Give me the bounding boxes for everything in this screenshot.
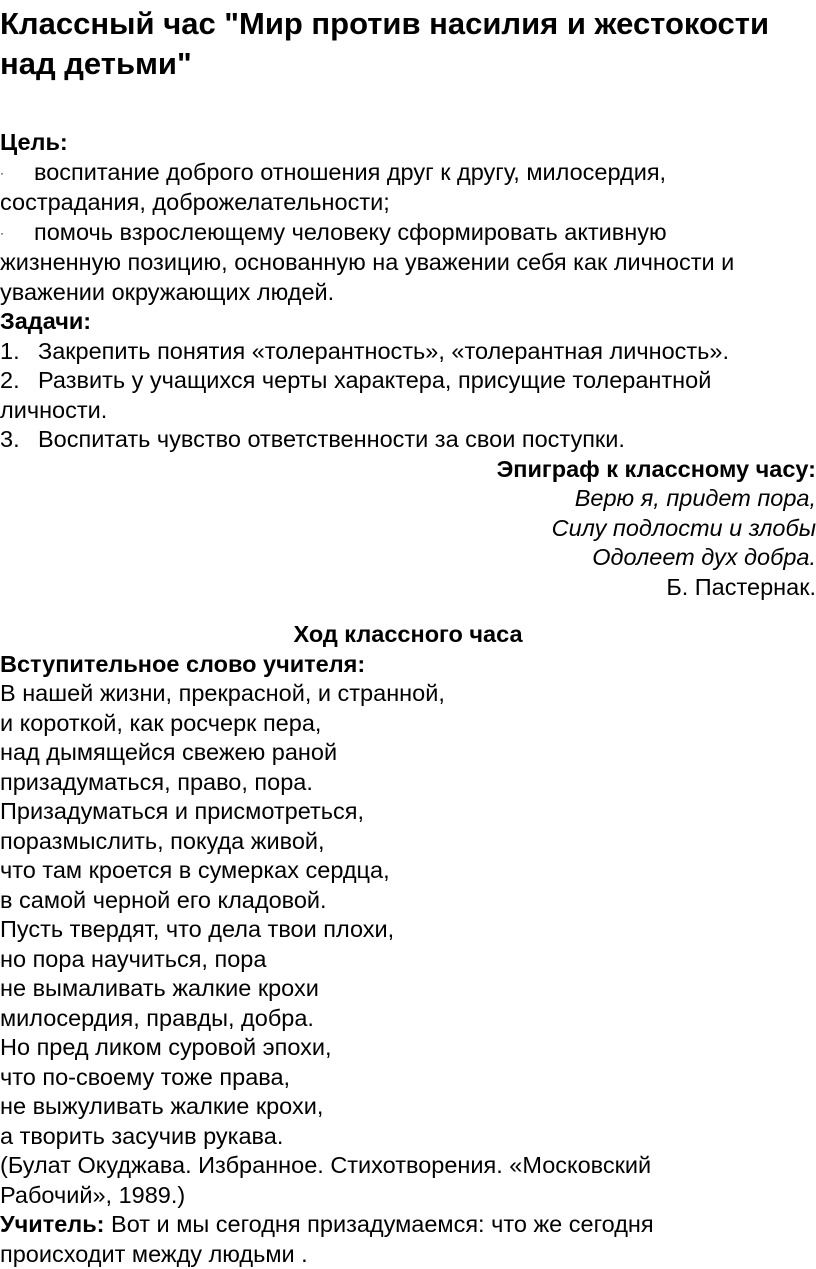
poem-line: в самой черной его кладовой. — [0, 886, 816, 916]
task-text: Закрепить понятия «толерантность», «толерантная личность». — [38, 338, 729, 364]
task-item — [0, 425, 816, 455]
teacher-text-cont: происходит между людьми . — [0, 1240, 816, 1269]
task-number: 3. — [0, 425, 38, 455]
goal-text: помочь взрослеющему человеку сформировать активную — [34, 219, 667, 245]
epigraph-line: Верю я, придет пора, — [0, 484, 816, 514]
poem-source: (Булат Окуджава. Избранное. Стихотворения. «Московский — [0, 1151, 816, 1181]
goal-text-cont: уважении окружающих людей. — [0, 278, 816, 308]
poem-line: не выжуливать жалкие крохи, — [0, 1092, 816, 1122]
poem-line: что по-своему тоже права, — [0, 1063, 816, 1093]
poem-line: Но пред ликом суровой эпохи, — [0, 1033, 816, 1063]
poem-line: что там кроется в сумерках сердца, — [0, 856, 816, 886]
document-title — [0, 4, 816, 84]
goal-item — [0, 218, 816, 249]
poem-line: призадуматься, право, пора. — [0, 768, 816, 798]
goal-text-cont: сострадания, доброжелательности; — [0, 188, 816, 218]
poem-line: а творить засучив рукава. — [0, 1122, 816, 1152]
title-line: над детьми" — [0, 44, 816, 84]
course-section — [0, 620, 816, 1269]
goal-heading: Цель: — [0, 128, 816, 158]
poem-line: милосердия, правды, добра. — [0, 1004, 816, 1034]
goals-section — [0, 128, 816, 602]
bullet-dot-icon: · — [0, 219, 34, 249]
teacher-paragraph — [0, 1210, 816, 1240]
title-line: Классный час "Мир против насилия и жестокости — [0, 4, 816, 44]
bullet-dot-icon: · — [0, 159, 34, 189]
teacher-text: Вот и мы сегодня призадумаемся: что же сегодня — [105, 1211, 654, 1237]
epigraph-line: Одолеет дух добра. — [0, 543, 816, 573]
goal-text: воспитание доброго отношения друг к другу, милосердия, — [34, 159, 666, 185]
poem-line: и короткой, как росчерк пера, — [0, 709, 816, 739]
epigraph-heading: Эпиграф к классному часу: — [0, 455, 816, 485]
task-text: Воспитать чувство ответственности за свои поступки. — [38, 426, 625, 452]
poem-source: Рабочий», 1989.) — [0, 1181, 816, 1211]
teacher-label: Учитель: — [0, 1211, 105, 1237]
poem-line: В нашей жизни, прекрасной, и странной, — [0, 679, 816, 709]
task-item — [0, 366, 816, 396]
task-text-cont: личности. — [0, 396, 816, 426]
poem-line: не вымаливать жалкие крохи — [0, 974, 816, 1004]
goal-text-cont: жизненную позицию, основанную на уважении себя как личности и — [0, 248, 816, 278]
poem-line: Призадуматься и присмотреться, — [0, 797, 816, 827]
tasks-heading: Задачи: — [0, 307, 816, 337]
task-number: 1. — [0, 337, 38, 367]
poem-line: но пора научиться, пора — [0, 945, 816, 975]
task-item — [0, 337, 816, 367]
course-heading: Ход классного часа — [0, 620, 816, 650]
poem-line: поразмыслить, покуда живой, — [0, 827, 816, 857]
epigraph-line: Силу подлости и злобы — [0, 514, 816, 544]
intro-heading: Вступительное слово учителя: — [0, 650, 816, 680]
task-text: Развить у учащихся черты характера, присущие толерантной — [38, 367, 711, 393]
poem-line: над дымящейся свежею раной — [0, 738, 816, 768]
epigraph-author: Б. Пастернак. — [0, 573, 816, 603]
poem-line: Пусть твердят, что дела твои плохи, — [0, 915, 816, 945]
goal-item — [0, 158, 816, 189]
task-number: 2. — [0, 366, 38, 396]
